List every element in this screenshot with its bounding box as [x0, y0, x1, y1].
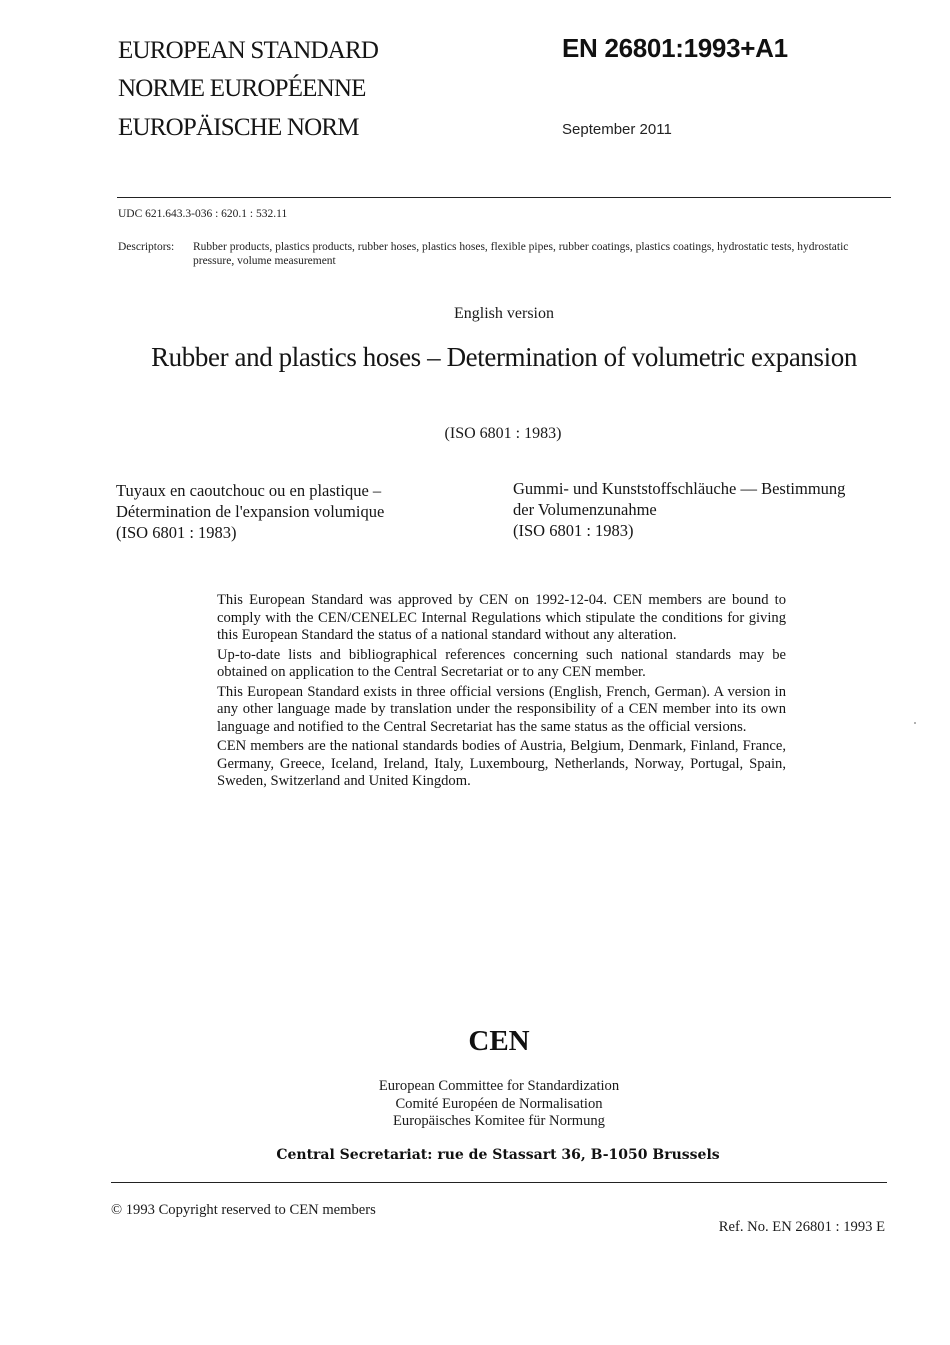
german-title-iso: (ISO 6801 : 1983): [513, 521, 634, 540]
top-divider: [117, 197, 891, 198]
standard-number: EN 26801:1993+A1: [562, 33, 788, 63]
approval-paragraph: This European Standard was approved by CEN on 1992-12-04. CEN members are bound to comply with the CEN/CENELEC Internal Regulations which stipulate the conditions for giving this European Standard the status of a national standard without any alteration.: [217, 592, 786, 643]
french-title-iso: (ISO 6801 : 1983): [116, 523, 237, 542]
german-title-line: der Volumenzunahme: [513, 500, 657, 519]
iso-reference: (ISO 6801 : 1983): [444, 425, 562, 442]
copyright-notice: © 1993 Copyright reserved to CEN members: [111, 1202, 376, 1218]
committee-names: [0, 1078, 950, 1131]
committee-name-german: Europäisches Komitee für Normung: [393, 1113, 605, 1129]
udc-code: UDC 621.643.3-036 : 620.1 : 532.11: [118, 208, 288, 220]
french-title: [116, 480, 446, 543]
language-version: English version: [454, 305, 554, 322]
standard-name-english: EUROPEAN STANDARD: [118, 37, 379, 64]
committee-name-english: European Committee for Standardization: [378, 1078, 620, 1094]
document-title: Rubber and plastics hoses – Determination of volumetric expansion: [151, 342, 857, 372]
german-title: [513, 478, 893, 541]
publication-date: September 2011: [562, 121, 672, 138]
french-title-line: Tuyaux en caoutchouc ou en plastique –: [116, 481, 382, 500]
bottom-divider: [111, 1182, 887, 1183]
standard-name-french: NORME EUROPÉENNE: [118, 75, 366, 102]
french-title-line: Détermination de l'expansion volumique: [116, 502, 385, 521]
approval-paragraph: This European Standard exists in three official versions (English, French, German). A version in any other language made by translation under the responsibility of a CEN member into its own language and notified to the Central Secretariat has the same status as the official versions.: [217, 683, 786, 735]
approval-statement: [217, 592, 786, 793]
cen-logo: CEN: [468, 1025, 530, 1057]
central-secretariat-address: Central Secretariat: rue de Stassart 36, B-1050 Brussels: [276, 1147, 720, 1163]
descriptors-label: Descriptors:: [118, 241, 175, 253]
approval-paragraph: Up-to-date lists and bibliographical references concerning such national standards may be obtained on application to the Central Secretariat or to any CEN member.: [217, 646, 786, 680]
reference-number: Ref. No. EN 26801 : 1993 E: [718, 1219, 885, 1235]
scan-speck: [914, 722, 916, 724]
descriptors-list: Rubber products, plastics products, rubber hoses, plastics hoses, flexible pipes, rubber coatings, plastics coatings, hydrostatic tests, hydrostatic pressure, volume measurement: [193, 241, 849, 267]
standard-name-german: EUROPÄISCHE NORM: [118, 114, 359, 141]
german-title-line: Gummi- und Kunststoffschläuche — Bestimmung: [513, 479, 846, 498]
approval-paragraph: CEN members are the national standards bodies of Austria, Belgium, Denmark, Finland, France, Germany, Greece, Iceland, Ireland, Italy, Luxembourg, Netherlands, Norway, Portugal, Spain, Sweden, Switzerland and United Kingdom.: [217, 738, 786, 789]
committee-name-french: Comité Européen de Normalisation: [395, 1095, 603, 1112]
